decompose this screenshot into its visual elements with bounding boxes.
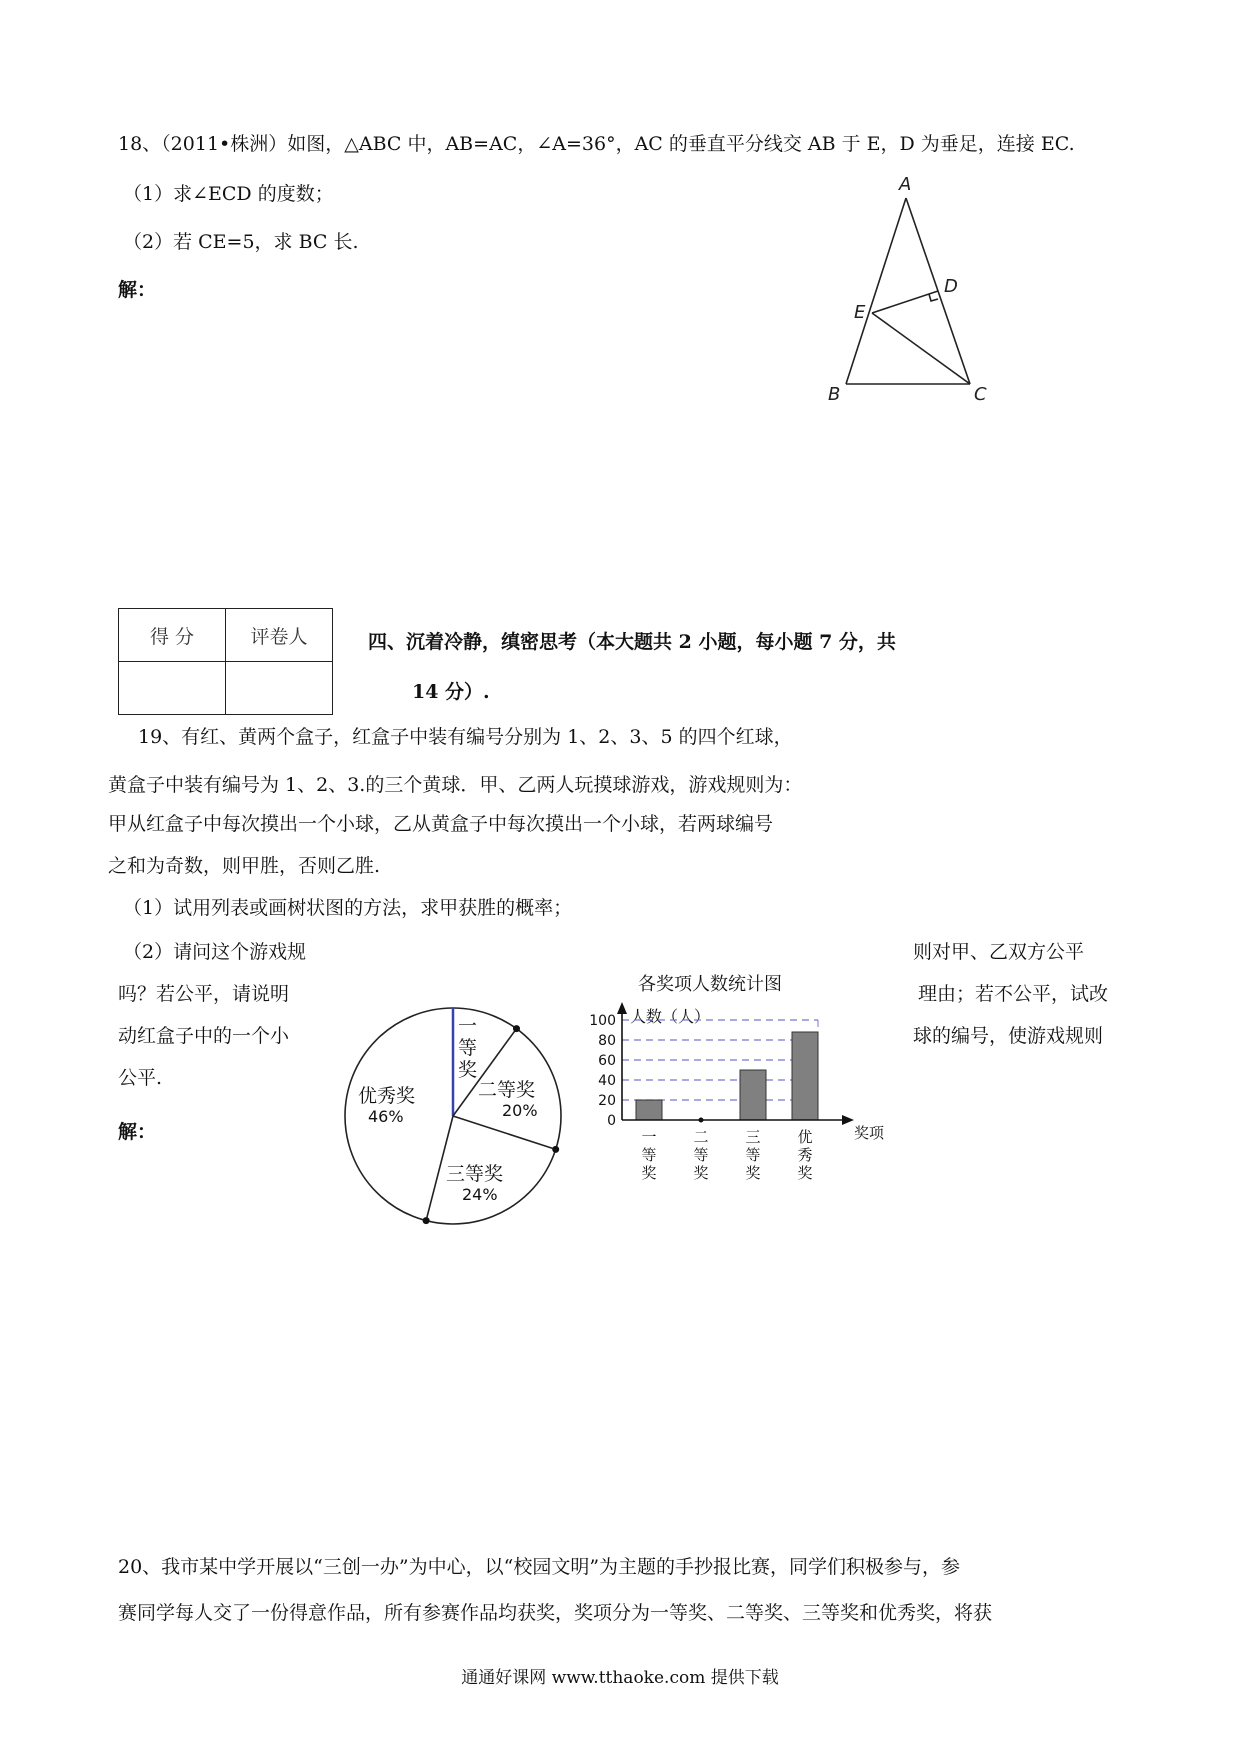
q19-part1: （1）试用列表或画树状图的方法，求甲获胜的概率； xyxy=(123,897,573,919)
pie-pct-second: 20% xyxy=(502,1101,538,1120)
bar xyxy=(792,1032,818,1120)
chart-title: 各奖项人数统计图 xyxy=(638,974,782,995)
bar xyxy=(636,1100,662,1120)
q20-line2: 赛同学每人交了一份得意作品，所有参赛作品均获奖，奖项分为一等奖、二等奖、三等奖和优秀奖，将获 xyxy=(118,1602,993,1624)
q19-part2-f: 球的编号，使游戏规则 xyxy=(913,1025,1104,1047)
section4-heading: 四、沉着冷静，缜密思考（本大题共 2 小题，每小题 7 分，共 xyxy=(368,631,896,653)
q19-part2-d: 理由；若不公平，试改 xyxy=(918,983,1109,1005)
x-category-label: 三 xyxy=(745,1128,761,1146)
q19-part2-e: 动红盒子中的一个小 xyxy=(118,1025,290,1047)
y-tick-label: 0 xyxy=(607,1113,616,1129)
q18-stem: 18、（2011•株洲）如图，△ABC 中，AB=AC，∠A=36°，AC 的垂直平分线交 AB 于 E，D 为垂足，连接 EC. xyxy=(118,133,1075,155)
grader-header: 评卷人 xyxy=(226,609,333,662)
score-cell xyxy=(119,662,226,715)
y-tick-label: 60 xyxy=(598,1053,616,1069)
x-category-label: 优 xyxy=(797,1128,813,1146)
y-tick-label: 20 xyxy=(598,1093,616,1109)
pie-label-third: 三等奖 xyxy=(446,1163,504,1185)
x-category-label: 二 xyxy=(693,1128,709,1146)
q19-part2-a: （2）请问这个游戏规 xyxy=(123,941,307,963)
label-e: E xyxy=(854,302,866,323)
pie-label-first-1: 一 xyxy=(458,1015,478,1037)
q19-line1: 19、有红、黄两个盒子，红盒子中装有编号分别为 1、2、3、5 的四个红球， xyxy=(138,726,793,748)
q19-line3: 甲从红盒子中每次摸出一个小球，乙从黄盒子中每次摸出一个小球，若两球编号 xyxy=(108,813,774,835)
q18-answer-label: 解： xyxy=(118,279,157,301)
q18-part2: （2）若 CE=5，求 BC 长. xyxy=(123,231,359,253)
x-category-label: 等 xyxy=(641,1146,657,1164)
q19-line2: 黄盒子中装有编号为 1、2、3.的三个黄球．甲、乙两人玩摸球游戏，游戏规则为： xyxy=(108,774,803,796)
q19-part2-g: 公平. xyxy=(118,1067,163,1089)
q19-part2-c: 吗？若公平，请说明 xyxy=(118,983,290,1005)
bar xyxy=(740,1070,766,1120)
score-table xyxy=(118,608,333,715)
pie-pct-third: 24% xyxy=(462,1185,498,1204)
x-category-label: 等 xyxy=(693,1146,709,1164)
y-tick-label: 40 xyxy=(598,1073,616,1089)
section4-heading-line2: 14 分）. xyxy=(412,681,490,703)
pie-pct-excellent: 46% xyxy=(368,1107,404,1126)
x-category-label: 奖 xyxy=(797,1164,813,1182)
pie-label-first-3: 奖 xyxy=(458,1059,478,1081)
score-header: 得 分 xyxy=(119,609,226,662)
x-category-label: 奖 xyxy=(641,1164,657,1182)
pie-label-excellent: 优秀奖 xyxy=(358,1085,416,1107)
page-footer: 通通好课网 www.tthaoke.com 提供下载 xyxy=(461,1668,779,1688)
x-category-label: 等 xyxy=(745,1146,761,1164)
triangle-figure xyxy=(810,170,1010,410)
bar-chart xyxy=(578,962,908,1242)
y-tick-label: 80 xyxy=(598,1033,616,1049)
x-category-label: 秀 xyxy=(797,1146,813,1164)
y-axis-label: 人数（人） xyxy=(630,1007,711,1026)
q18-part1: （1）求∠ECD 的度数； xyxy=(123,183,334,205)
grader-cell xyxy=(226,662,333,715)
label-c: C xyxy=(974,384,987,405)
pie-chart xyxy=(340,1000,570,1230)
x-category-label: 奖 xyxy=(693,1164,709,1182)
x-category-label: 一 xyxy=(641,1128,657,1146)
q19-part2-b: 则对甲、乙双方公平 xyxy=(913,941,1085,963)
pie-label-first-2: 等 xyxy=(458,1037,478,1059)
label-b: B xyxy=(828,384,841,405)
q19-line4: 之和为奇数，则甲胜，否则乙胜. xyxy=(108,855,381,877)
pie-label-second: 二等奖 xyxy=(478,1079,536,1101)
x-category-label: 奖 xyxy=(745,1164,761,1182)
q20-line1: 20、我市某中学开展以“三创一办”为中心，以“校园文明”为主题的手抄报比赛，同学们积极参与，参 xyxy=(118,1556,961,1578)
label-a: A xyxy=(899,174,912,195)
q19-answer-label: 解： xyxy=(118,1121,157,1143)
label-d: D xyxy=(944,276,958,297)
x-axis-label: 奖项 xyxy=(854,1124,885,1142)
y-tick-label: 100 xyxy=(589,1013,616,1029)
